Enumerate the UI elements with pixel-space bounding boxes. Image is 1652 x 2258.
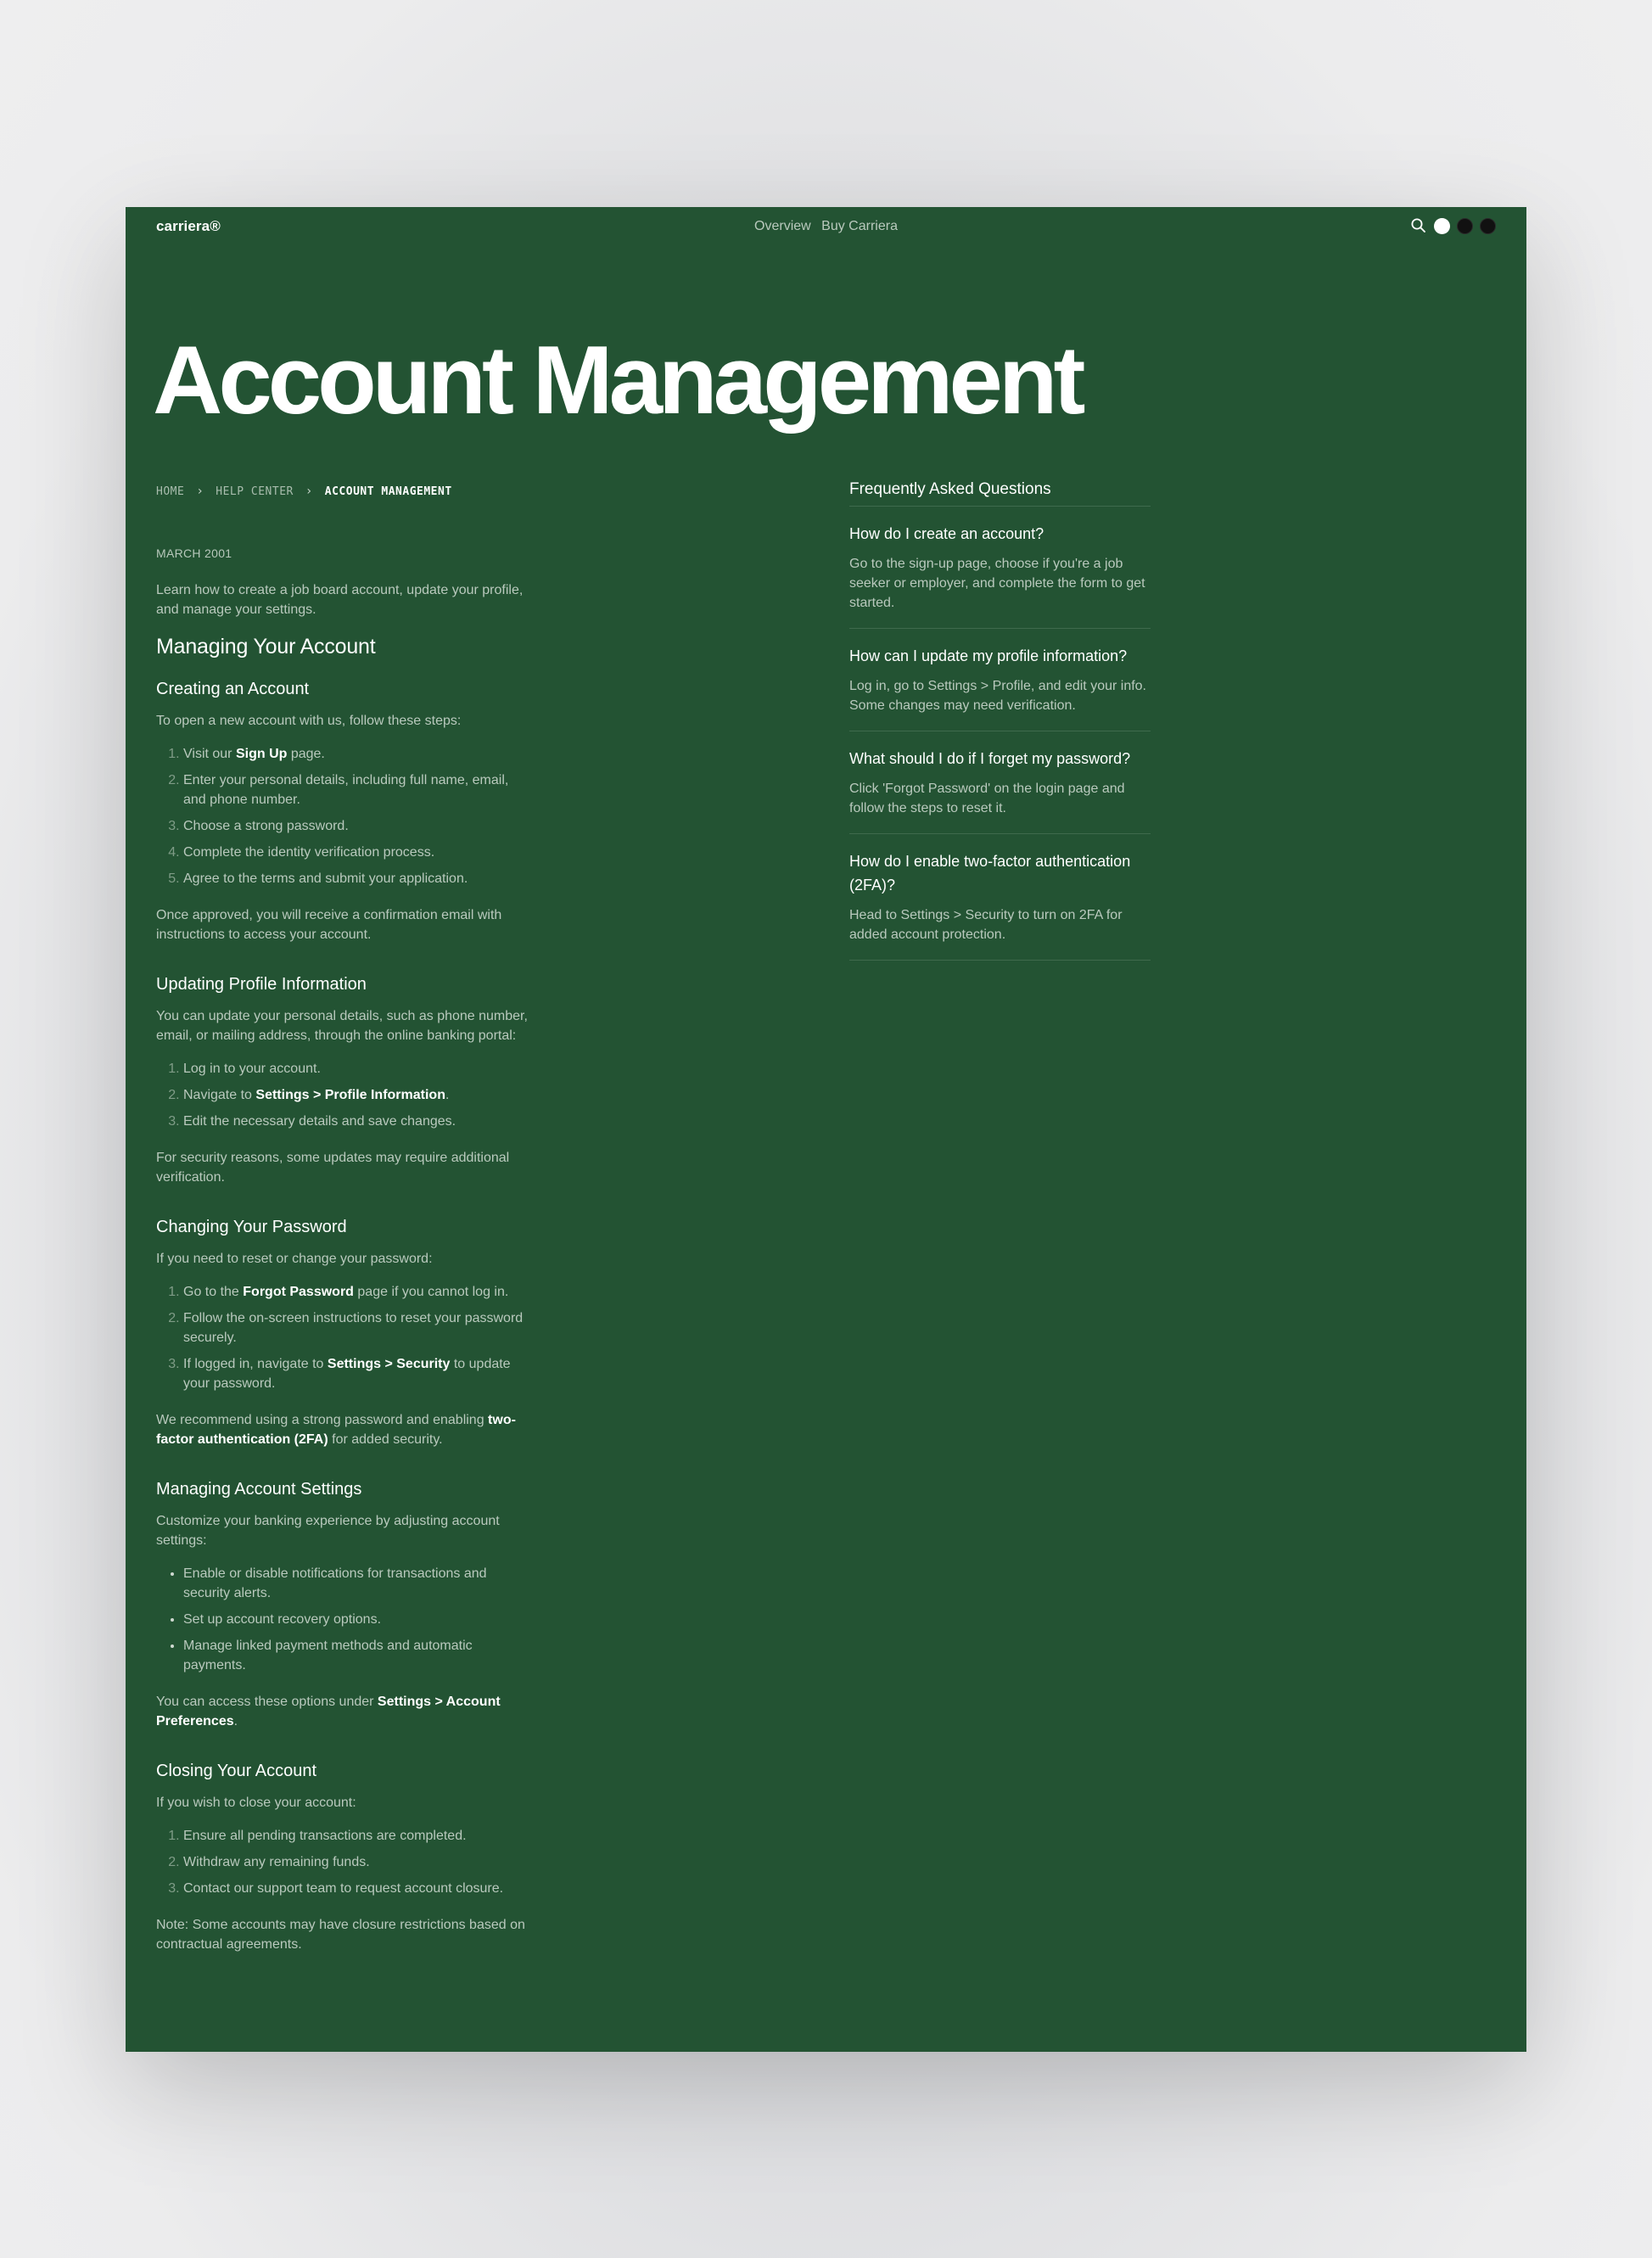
two-factor-emphasis: two-factor authentication (2FA)	[156, 1413, 516, 1447]
logo[interactable]: carriera®	[156, 218, 221, 234]
faq-answer: Head to Settings > Security to turn on 2FA for added account protection.	[849, 908, 1123, 942]
sign-up-link[interactable]: Sign Up	[235, 747, 288, 761]
list-item: 3. Choose a strong password.	[183, 816, 531, 836]
faq-answer: Go to the sign-up page, choose if you're a job seeker or employer, and complete the form to get started.	[849, 557, 1145, 610]
list-item: 1. Ensure all pending transactions are completed.	[183, 1826, 531, 1846]
updating-steps	[156, 1059, 531, 1131]
search-icon[interactable]	[1410, 217, 1427, 234]
closing-lead: If you wish to close your account:	[156, 1796, 356, 1810]
faq-panel	[849, 480, 1151, 961]
chevron-right-icon: ›	[196, 485, 204, 498]
faq-question[interactable]: How do I enable two-factor authentication (2FA)?	[849, 853, 1131, 894]
list-item: 2. Navigate to Settings > Profile Information.	[183, 1085, 531, 1105]
creating-steps	[156, 744, 531, 888]
list-item: 3. Contact our support team to request account closure.	[183, 1879, 531, 1898]
article-heading: Managing Your Account	[156, 635, 376, 658]
theme-black-swatch[interactable]	[1480, 218, 1496, 234]
breadcrumb-home[interactable]: HOME	[156, 485, 185, 498]
section-title-closing: Closing Your Account	[156, 1762, 317, 1780]
settings-outro: You can access these options under Settings > Account Preferences.	[156, 1695, 501, 1729]
page	[126, 207, 1526, 2052]
faq-title: Frequently Asked Questions	[849, 480, 1151, 507]
chevron-right-icon: ›	[305, 485, 313, 498]
password-outro: We recommend using a strong password and enabling two-factor authentication (2FA) for added security.	[156, 1413, 516, 1447]
account-preferences-path: Settings > Account Preferences	[156, 1695, 501, 1729]
list-item: • Enable or disable notifications for transactions and security alerts.	[183, 1564, 531, 1603]
list-item: 2. Enter your personal details, including full name, email, and phone number.	[183, 770, 531, 810]
creating-lead: To open a new account with us, follow these steps:	[156, 714, 462, 728]
faq-question[interactable]: What should I do if I forget my password?	[849, 750, 1131, 767]
section-title-settings: Managing Account Settings	[156, 1480, 362, 1499]
breadcrumb-current: ACCOUNT MANAGEMENT	[324, 485, 452, 498]
breadcrumb-help-center[interactable]: HELP CENTER	[216, 485, 294, 498]
theme-dark-swatch[interactable]	[1457, 218, 1473, 234]
list-item: 1. Go to the Forgot Password page if you cannot log in.	[183, 1282, 531, 1302]
faq-question[interactable]: How can I update my profile information?	[849, 647, 1128, 664]
list-item: 4. Complete the identity verification process.	[183, 843, 531, 862]
list-item: 5. Agree to the terms and submit your application.	[183, 869, 531, 888]
list-item: 1. Visit our Sign Up page.	[183, 744, 531, 764]
faq-item	[849, 629, 1151, 731]
faq-item	[849, 834, 1151, 961]
top-nav	[126, 219, 1526, 234]
creating-outro: Once approved, you will receive a confirmation email with instructions to access your account.	[156, 908, 502, 942]
list-item: 2. Withdraw any remaining funds.	[183, 1852, 531, 1872]
settings-lead: Customize your banking experience by adjusting account settings:	[156, 1514, 500, 1548]
article-intro: Learn how to create a job board account, update your profile, and manage your settings.	[156, 583, 524, 617]
settings-bullets	[156, 1564, 531, 1675]
header-tools	[1410, 217, 1496, 234]
list-item: 1. Log in to your account.	[183, 1059, 531, 1079]
profile-settings-path: Settings > Profile Information	[255, 1088, 445, 1102]
forgot-password-link[interactable]: Forgot Password	[243, 1285, 354, 1299]
section-title-updating: Updating Profile Information	[156, 975, 367, 994]
security-settings-path: Settings > Security	[327, 1357, 451, 1371]
list-item: 3. If logged in, navigate to Settings > Security to update your password.	[183, 1354, 531, 1393]
faq-item	[849, 731, 1151, 834]
password-lead: If you need to reset or change your password:	[156, 1252, 433, 1266]
faq-answer: Log in, go to Settings > Profile, and edit your info. Some changes may need verification.	[849, 679, 1146, 713]
theme-light-swatch[interactable]	[1434, 218, 1450, 234]
article	[156, 546, 531, 1968]
list-item: 2. Follow the on-screen instructions to reset your password securely.	[183, 1308, 531, 1348]
nav-overview[interactable]: Overview	[754, 219, 811, 233]
list-item: • Set up account recovery options.	[183, 1610, 531, 1629]
updating-outro: For security reasons, some updates may require additional verification.	[156, 1151, 510, 1185]
closing-steps	[156, 1826, 531, 1898]
list-item: 3. Edit the necessary details and save changes.	[183, 1112, 531, 1131]
article-date: MARCH 2001	[156, 546, 232, 560]
section-title-creating: Creating an Account	[156, 680, 310, 698]
faq-answer: Click 'Forgot Password' on the login page and follow the steps to reset it.	[849, 782, 1125, 815]
faq-question[interactable]: How do I create an account?	[849, 525, 1044, 542]
faq-item	[849, 507, 1151, 629]
updating-lead: You can update your personal details, such as phone number, email, or mailing address, through the online banking portal:	[156, 1009, 528, 1043]
list-item: • Manage linked payment methods and automatic payments.	[183, 1636, 531, 1675]
page-title: Account Management	[153, 327, 1082, 434]
section-title-password: Changing Your Password	[156, 1218, 347, 1236]
breadcrumb	[156, 485, 452, 498]
password-steps	[156, 1282, 531, 1393]
closing-outro: Note: Some accounts may have closure restrictions based on contractual agreements.	[156, 1918, 525, 1952]
nav-buy-carriera[interactable]: Buy Carriera	[821, 219, 898, 233]
